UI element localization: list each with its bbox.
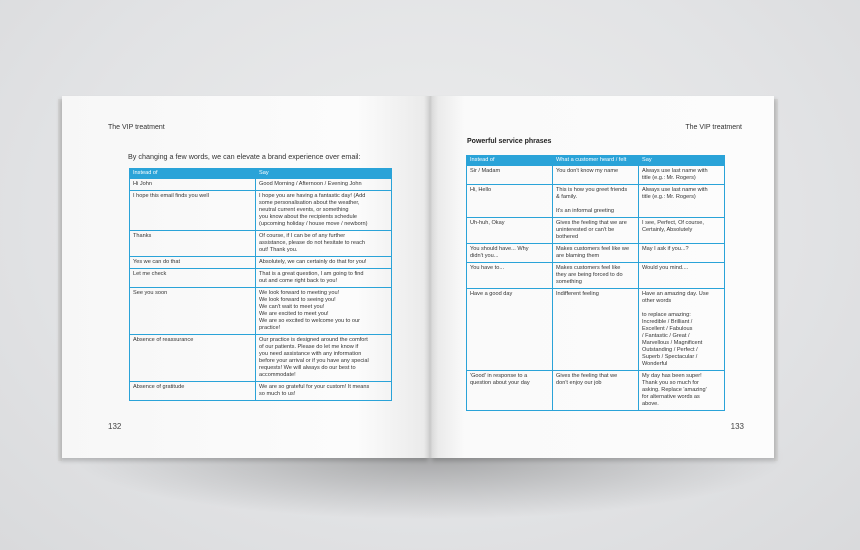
cell-text-line: some personalisation about the weather, bbox=[259, 200, 360, 206]
column-header-instead: Instead of bbox=[467, 156, 553, 166]
table-row bbox=[130, 288, 392, 335]
cell-text-line: Hi, Hello bbox=[470, 187, 492, 193]
cell-text-line: (upcoming holiday / house move / newborn) bbox=[259, 221, 368, 227]
cell-text-line: Incredible / Brilliant / bbox=[642, 319, 693, 325]
cell-say bbox=[639, 371, 725, 411]
table-row bbox=[467, 218, 725, 244]
cell-say bbox=[639, 166, 725, 185]
table-row bbox=[130, 257, 392, 269]
cell-text-line: Excellent / Fabulous bbox=[642, 326, 693, 332]
cell-say bbox=[256, 257, 392, 269]
left-page-header: The VIP treatment bbox=[108, 124, 165, 131]
cell-say bbox=[256, 231, 392, 257]
cell-text-line: Hi John bbox=[133, 181, 152, 187]
cell-say bbox=[256, 191, 392, 231]
cell-text-line: We look forward to seeing you! bbox=[259, 297, 336, 303]
cell-text-line: You don't know my name bbox=[556, 168, 619, 174]
cell-text-line: out! Thank you. bbox=[259, 247, 298, 253]
cell-text-line: That is a great question, I am going to find bbox=[259, 271, 364, 277]
cell-text-line: I hope you are having a fantastic day! (Add bbox=[259, 193, 366, 199]
cell-text-line: for alternative words as bbox=[642, 394, 700, 400]
table-row bbox=[467, 166, 725, 185]
cell-instead bbox=[130, 335, 256, 382]
cell-instead bbox=[467, 263, 553, 289]
cell-instead bbox=[130, 231, 256, 257]
cell-instead bbox=[467, 166, 553, 185]
cell-text-line: before your arrival or if you have any special bbox=[259, 358, 369, 364]
cell-heard bbox=[553, 263, 639, 289]
cell-text-line: asking. Replace 'amazing' bbox=[642, 387, 707, 393]
right-page-header: The VIP treatment bbox=[685, 124, 742, 131]
cell-text-line: We can't wait to meet you! bbox=[259, 304, 325, 310]
cell-text-line: Always use last name with bbox=[642, 187, 708, 193]
cell-text-line: Would you mind.... bbox=[642, 265, 689, 271]
table-header-row bbox=[467, 156, 725, 166]
left-page bbox=[62, 96, 430, 458]
cell-text-line: assistance, please do not hesitate to reach bbox=[259, 240, 366, 246]
cell-text-line: title (e.g.: Mr. Rogers) bbox=[642, 194, 696, 200]
cell-text-line: Absolutely, we can certainly do that for you! bbox=[259, 259, 367, 265]
cell-text-line: Our practice is designed around the comfort bbox=[259, 337, 368, 343]
cell-say bbox=[639, 263, 725, 289]
table-row bbox=[130, 335, 392, 382]
cell-text-line: / Fantastic / Great / bbox=[642, 333, 690, 339]
table-row bbox=[130, 179, 392, 191]
left-page-number: 132 bbox=[108, 422, 122, 431]
cell-text-line: We are so grateful for your custom! It means bbox=[259, 384, 370, 390]
open-book bbox=[62, 96, 774, 462]
cell-text-line: so much to us! bbox=[259, 391, 296, 397]
cell-instead bbox=[467, 185, 553, 218]
cell-text-line: practice! bbox=[259, 325, 281, 331]
cell-text-line: 'Good' in response to a bbox=[470, 373, 528, 379]
cell-text-line: you need assistance with any information bbox=[259, 351, 362, 357]
cell-text-line: Always use last name with bbox=[642, 168, 708, 174]
column-header-say: Say bbox=[639, 156, 725, 166]
cell-text-line: something bbox=[556, 279, 582, 285]
cell-text-line: Superb / Spectacular / bbox=[642, 354, 698, 360]
cell-text-line: bothered bbox=[556, 234, 579, 240]
cell-text-line: are blaming them bbox=[556, 253, 600, 259]
service-phrases-table bbox=[466, 155, 725, 411]
table-row bbox=[467, 371, 725, 411]
cell-instead bbox=[467, 244, 553, 263]
cell-text-line: you know about the recipients schedule bbox=[259, 214, 357, 220]
table-row bbox=[467, 289, 725, 371]
table-header-row bbox=[130, 169, 392, 179]
cell-instead bbox=[467, 218, 553, 244]
cell-say bbox=[639, 244, 725, 263]
cell-text-line: Marvellous / Magnificent bbox=[642, 340, 703, 346]
table-row bbox=[130, 269, 392, 288]
cell-text-line: Gives the feeling that we are bbox=[556, 220, 627, 226]
cell-text-line: to replace amazing: bbox=[642, 312, 691, 318]
cell-text-line: Sir / Madam bbox=[470, 168, 501, 174]
cell-instead bbox=[467, 289, 553, 371]
cell-instead bbox=[130, 191, 256, 231]
table-row bbox=[130, 191, 392, 231]
cell-text-line: Absence of gratitude bbox=[133, 384, 185, 390]
cell-text-line: May I ask if you...? bbox=[642, 246, 689, 252]
cell-instead bbox=[130, 269, 256, 288]
cell-instead bbox=[467, 371, 553, 411]
cell-heard bbox=[553, 244, 639, 263]
cell-text-line: neutral current events, or something bbox=[259, 207, 349, 213]
cell-text-line: accommodate! bbox=[259, 372, 296, 378]
cell-text-line: Have a good day bbox=[470, 291, 513, 297]
cell-text-line: Certainly, Absolutely bbox=[642, 227, 693, 233]
email-phrases-table bbox=[129, 168, 392, 401]
cell-text-line: You should have... Why bbox=[470, 246, 529, 252]
cell-text-line: other words bbox=[642, 298, 672, 304]
cell-say bbox=[256, 179, 392, 191]
cell-text-line: Outstanding / Perfect / bbox=[642, 347, 698, 353]
cell-text-line: This is how you greet friends bbox=[556, 187, 628, 193]
cell-instead bbox=[130, 257, 256, 269]
cell-text-line: uninterested or can't be bbox=[556, 227, 615, 233]
cell-instead bbox=[130, 179, 256, 191]
table-row bbox=[467, 244, 725, 263]
cell-text-line: I hope this email finds you well bbox=[133, 193, 209, 199]
cell-heard bbox=[553, 371, 639, 411]
cell-text-line: Gives the feeling that we bbox=[556, 373, 618, 379]
table-row bbox=[130, 382, 392, 401]
cell-text-line: Thanks bbox=[133, 233, 152, 239]
cell-text-line: Uh-huh, Okay bbox=[470, 220, 505, 226]
cell-say bbox=[256, 382, 392, 401]
cell-text-line: See you soon bbox=[133, 290, 168, 296]
cell-text-line: We are excited to meet you! bbox=[259, 311, 329, 317]
cell-text-line: don't enjoy our job bbox=[556, 380, 602, 386]
column-header-say: Say bbox=[256, 169, 392, 179]
cell-text-line: My day has been super! bbox=[642, 373, 702, 379]
table-row bbox=[467, 263, 725, 289]
cell-text-line: requests! We will always do our best to bbox=[259, 365, 356, 371]
cell-text-line: didn't you... bbox=[470, 253, 499, 259]
left-page-intro: By changing a few words, we can elevate a brand experience over email: bbox=[128, 152, 361, 161]
cell-text-line: above. bbox=[642, 401, 659, 407]
cell-text-line: of our patients. Please do let me know if bbox=[259, 344, 359, 350]
cell-text-line: title (e.g.: Mr. Rogers) bbox=[642, 175, 696, 181]
cell-text-line: We look forward to meeting you! bbox=[259, 290, 340, 296]
cell-text-line: Good Morning / Afternoon / Evening John bbox=[259, 181, 362, 187]
section-title: Powerful service phrases bbox=[467, 138, 552, 145]
cell-text-line bbox=[642, 305, 721, 312]
table-row bbox=[130, 231, 392, 257]
cell-text-line: out and come right back to you! bbox=[259, 278, 338, 284]
cell-text-line: question about your day bbox=[470, 380, 530, 386]
cell-heard bbox=[553, 166, 639, 185]
cell-text-line: We are so excited to welcome you to our bbox=[259, 318, 360, 324]
cell-text-line: I see, Perfect, Of course, bbox=[642, 220, 704, 226]
table-row bbox=[467, 185, 725, 218]
cell-text-line: Yes we can do that bbox=[133, 259, 181, 265]
cell-text-line: Have an amazing day. Use bbox=[642, 291, 709, 297]
cell-heard bbox=[553, 289, 639, 371]
column-header-heard: What a customer heard / felt bbox=[553, 156, 639, 166]
cell-text-line bbox=[556, 201, 635, 208]
cell-say bbox=[639, 185, 725, 218]
cell-say bbox=[639, 218, 725, 244]
cell-text-line: Indifferent feeling bbox=[556, 291, 599, 297]
cell-instead bbox=[130, 382, 256, 401]
cell-heard bbox=[553, 185, 639, 218]
cell-heard bbox=[553, 218, 639, 244]
cell-instead bbox=[130, 288, 256, 335]
cell-say bbox=[256, 269, 392, 288]
cell-text-line: It's an informal greeting bbox=[556, 208, 614, 214]
cell-say bbox=[256, 288, 392, 335]
cell-text-line: Absence of reassurance bbox=[133, 337, 194, 343]
cell-text-line: Let me check bbox=[133, 271, 167, 277]
cell-text-line: Thank you so much for bbox=[642, 380, 699, 386]
right-page-number: 133 bbox=[730, 422, 744, 431]
column-header-instead: Instead of bbox=[130, 169, 256, 179]
cell-text-line: Makes customers feel like bbox=[556, 265, 621, 271]
right-page-edge bbox=[774, 99, 778, 461]
cell-text-line: & family. bbox=[556, 194, 578, 200]
right-page bbox=[430, 96, 774, 458]
cell-text-line: Wonderful bbox=[642, 361, 668, 367]
cell-say bbox=[639, 289, 725, 371]
cell-text-line: Of course, if I can be of any further bbox=[259, 233, 346, 239]
cell-text-line: You have to... bbox=[470, 265, 505, 271]
cell-text-line: they are being forced to do bbox=[556, 272, 623, 278]
cell-say bbox=[256, 335, 392, 382]
cell-text-line: Makes customers feel like we bbox=[556, 246, 630, 252]
book-gutter bbox=[424, 96, 438, 458]
